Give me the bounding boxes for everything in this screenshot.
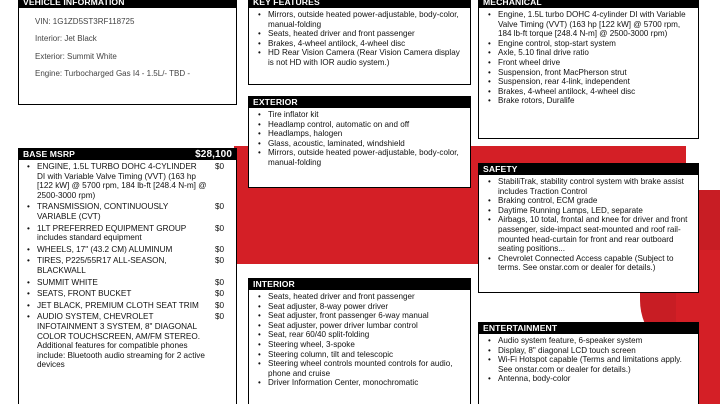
list-item: • Steering wheel controls mounted controls for audio, phone and cruise	[257, 359, 467, 378]
list-item: • Seat adjuster, 8-way power driver	[257, 302, 467, 312]
msrp-item-text: AUDIO SYSTEM, CHEVROLET INFOTAINMENT 3 SYSTEM, 8" DIAGONAL COLOR TOUCHSCREEN, AM/FM STEREO. Additional features for compatible phones include: Bluetooth audio streaming for 2 active devices	[37, 312, 205, 370]
key-features-list	[249, 8, 470, 68]
key-features-heading: KEY FEATURES	[249, 0, 470, 8]
msrp-item-amount: $0	[215, 289, 225, 299]
safety-list	[479, 175, 698, 273]
msrp-item-amount: $0	[215, 300, 225, 310]
list-item: • Daytime Running Lamps, LED, separate	[487, 206, 695, 216]
bullet-icon: •	[27, 202, 30, 212]
safety-heading: SAFETY	[479, 164, 698, 175]
list-item: • Engine control, stop-start system	[487, 39, 695, 49]
msrp-item-amount: $0	[215, 223, 225, 233]
list-item: • Mirrors, outside heated power-adjustable, body-color, manual-folding	[257, 148, 467, 167]
base-msrp-price: $28,100	[195, 149, 232, 160]
list-item: • Headlamps, halogen	[257, 129, 467, 139]
safety-panel	[478, 163, 699, 293]
msrp-item-text: SUMMIT WHITE	[37, 277, 98, 287]
list-item: • Axle, 5.10 final drive ratio	[487, 48, 695, 58]
list-item: • Audio system feature, 6-speaker system	[487, 336, 695, 346]
msrp-item-amount: $0	[215, 256, 225, 266]
base-msrp-panel	[18, 148, 237, 404]
exterior-heading: EXTERIOR	[249, 97, 470, 108]
list-item: • Braking control, ECM grade	[487, 196, 695, 206]
bullet-icon: •	[27, 289, 30, 299]
mechanical-panel	[478, 0, 699, 139]
msrp-item-text: TRANSMISSION, CONTINUOUSLY VARIABLE (CVT)	[37, 202, 169, 221]
list-item: • Airbags, 10 total, frontal and knee for driver and front passenger, side-impact seat-mounted and roof rail-mounted head-curtain for front and rear outboard seating positions...	[487, 215, 695, 253]
list-item: • Engine, 1.5L turbo DOHC 4-cylinder DI with Variable Valve Timing (VVT) (163 hp [122 kW] @ 5700 rpm, 184 lb-ft torque [248.4 N-m] @ 2500-3000 rpm)	[487, 10, 695, 39]
list-item: • Steering column, tilt and telescopic	[257, 350, 467, 360]
exterior-color-value: Exterior: Summit White	[35, 51, 117, 61]
exterior-list	[249, 108, 470, 168]
msrp-item-text: ENGINE, 1.5L TURBO DOHC 4-CYLINDER DI with Variable Valve Timing (VVT) (163 hp [122 kW] @ 5700 rpm, 184 lb-ft [248.4 N-m] @ 2500-3000 rpm)	[37, 162, 207, 200]
list-item: • Tire inflator kit	[257, 110, 467, 120]
interior-color-value: Interior: Jet Black	[35, 34, 97, 44]
msrp-line-item	[25, 245, 232, 255]
engine-value: Engine: Turbocharged Gas I4 - 1.5L/- TBD -	[35, 69, 191, 79]
list-item: • Brake rotors, Duralife	[487, 96, 695, 106]
base-msrp-heading: BASE MSRP $28,100	[19, 149, 236, 160]
msrp-item-text: WHEELS, 17" (43.2 CM) ALUMINUM	[37, 244, 173, 254]
key-features-panel	[248, 0, 471, 85]
msrp-item-text: SEATS, FRONT BUCKET	[37, 289, 132, 299]
list-item: • Glass, acoustic, laminated, windshield	[257, 139, 467, 149]
msrp-line-item	[25, 162, 232, 200]
mechanical-list	[479, 8, 698, 106]
list-item: • Steering wheel, 3-spoke	[257, 340, 467, 350]
list-item: • Seats, heated driver and front passenger	[257, 292, 467, 302]
list-item: • Seat, rear 60/40 split-folding	[257, 330, 467, 340]
interior-panel	[248, 278, 471, 404]
list-item: • Brakes, 4-wheel antilock, 4-wheel disc	[487, 87, 695, 97]
msrp-item-text: JET BLACK, PREMIUM CLOTH SEAT TRIM	[37, 300, 199, 310]
bullet-icon: •	[27, 277, 30, 287]
base-msrp-list	[19, 160, 236, 370]
bullet-icon: •	[27, 244, 30, 254]
msrp-item-amount: $0	[215, 162, 225, 171]
list-item: • Display, 8" diagonal LCD touch screen	[487, 346, 695, 356]
list-item: • StabiliTrak, stability control system with brake assist includes Traction Control	[487, 177, 695, 196]
msrp-line-item	[25, 256, 232, 275]
bullet-icon: •	[27, 300, 30, 310]
vehicle-information-heading: VEHICLE INFORMATION	[19, 0, 236, 8]
list-item: • Seat adjuster, power driver lumbar control	[257, 321, 467, 331]
vehicle-information-panel	[18, 0, 237, 105]
msrp-item-text: TIRES, P225/55R17 ALL-SEASON, BLACKWALL	[37, 256, 167, 275]
list-item: • Seat adjuster, front passenger 6-way manual	[257, 311, 467, 321]
list-item: • Suspension, rear 4-link, independent	[487, 77, 695, 87]
entertainment-panel	[478, 322, 699, 404]
list-item: • Suspension, front MacPherson strut	[487, 68, 695, 78]
list-item: • Mirrors, outside heated power-adjustable, body-color, manual-folding	[257, 10, 467, 29]
exterior-panel	[248, 96, 471, 188]
interior-list	[249, 290, 470, 388]
mechanical-heading: MECHANICAL	[479, 0, 698, 8]
list-item: • Chevrolet Connected Access capable (Subject to terms. See onstar.com or dealer for details.)	[487, 254, 695, 273]
list-item: • Front wheel drive	[487, 58, 695, 68]
msrp-line-item	[25, 301, 232, 311]
msrp-line-item	[25, 224, 232, 243]
list-item: • Wi-Fi Hotspot capable (Terms and limitations apply. See onstar.com or dealer for details.)	[487, 355, 695, 374]
list-item: • Seats, heated driver and front passenger	[257, 29, 467, 39]
entertainment-list	[479, 334, 698, 384]
list-item: • Driver Information Center, monochromatic	[257, 378, 467, 388]
msrp-item-amount: $0	[215, 277, 225, 287]
msrp-item-amount: $0	[215, 312, 225, 322]
msrp-item-amount: $0	[215, 202, 225, 212]
entertainment-heading: ENTERTAINMENT	[479, 323, 698, 334]
msrp-item-amount: $0	[215, 244, 225, 254]
bullet-icon: •	[27, 312, 30, 322]
list-item: • Antenna, body-color	[487, 374, 695, 384]
msrp-line-item	[25, 278, 232, 288]
bullet-icon: •	[27, 256, 30, 266]
list-item: • HD Rear Vision Camera (Rear Vision Camera display is not HD with IOR audio system.)	[257, 48, 467, 67]
msrp-line-item	[25, 202, 232, 221]
list-item: • Brakes, 4-wheel antilock, 4-wheel disc	[257, 39, 467, 49]
interior-heading: INTERIOR	[249, 279, 470, 290]
msrp-item-text: 1LT PREFERRED EQUIPMENT GROUP includes standard equipment	[37, 223, 187, 243]
bullet-icon: •	[27, 162, 30, 171]
vin-value: VIN: 1G1ZD5ST3RF118725	[35, 16, 135, 26]
bullet-icon: •	[27, 223, 30, 233]
list-item: • Headlamp control, automatic on and off	[257, 120, 467, 130]
msrp-line-item	[25, 312, 232, 370]
msrp-line-item	[25, 289, 232, 299]
